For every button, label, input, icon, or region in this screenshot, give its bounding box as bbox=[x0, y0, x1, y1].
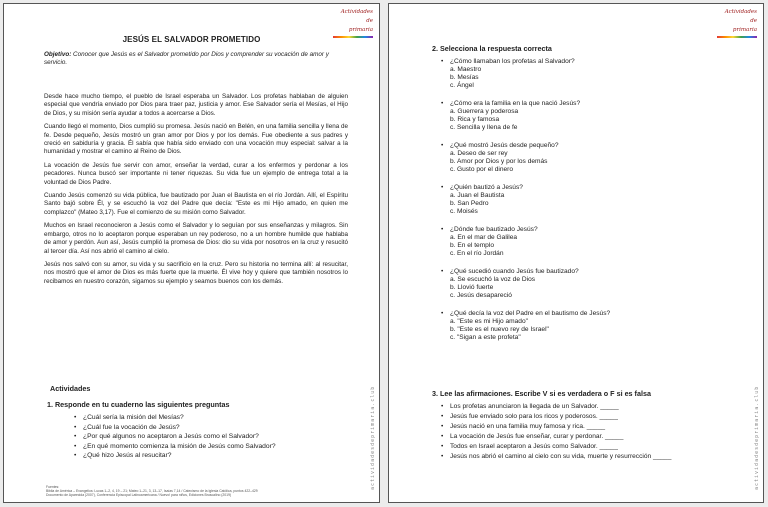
sources-line: Biblia de América – Evangelios: Lucas 1–2, 4, 19 – 21; Mateo 1–21, 3, 13–17, Isaías 7,14 / Catecismo de la Iglesia Católica, puntos 422–429 bbox=[46, 489, 258, 494]
true-false-statement: • Jesús nació en una familia muy famosa y rica. _____ bbox=[441, 422, 741, 432]
section-1-heading: 1. Responde en tu cuaderno las siguientes preguntas bbox=[47, 400, 230, 409]
section-3-heading: 3. Lee las afirmaciones. Escribe V si es verdadera o F si es falsa bbox=[432, 389, 651, 398]
answer-option: c. "Sigan a este profeta" bbox=[450, 333, 521, 341]
brand-line-1: Actividades de bbox=[340, 9, 373, 24]
multiple-choice-item bbox=[441, 184, 731, 216]
answer-option: b. San Pedro bbox=[450, 199, 489, 207]
question-text: • ¿Dónde fue bautizado Jesús? bbox=[441, 226, 731, 234]
answer-option: c. Ángel bbox=[450, 81, 474, 89]
question-item: • ¿Cuál fue la vocación de Jesús? bbox=[74, 423, 354, 433]
multiple-choice-item bbox=[441, 142, 731, 174]
answer-option: a. Deseo de ser rey bbox=[450, 149, 508, 157]
objective-label: Objetivo: bbox=[44, 51, 72, 58]
answer-option: b. En el templo bbox=[450, 241, 494, 249]
answer-option: b. "Este es el nuevo rey de Israel" bbox=[450, 325, 549, 333]
worksheet-page-1 bbox=[3, 3, 380, 503]
answer-option: a. En el mar de Galilea bbox=[450, 233, 518, 241]
multiple-choice-item bbox=[441, 268, 731, 300]
answer-option: c. En el río Jordán bbox=[450, 249, 504, 257]
multiple-choice-item bbox=[441, 58, 731, 90]
true-false-list bbox=[441, 402, 741, 462]
answer-option: a. Juan el Bautista bbox=[450, 191, 505, 199]
multiple-choice-item bbox=[441, 100, 731, 132]
question-text: • ¿Qué mostró Jesús desde pequeño? bbox=[441, 142, 731, 150]
story-text bbox=[44, 93, 348, 291]
true-false-statement: • Los profetas anunciaron la llegada de un Salvador. _____ bbox=[441, 402, 741, 412]
true-false-statement: • Todos en Israel aceptaron a Jesús como Salvador. _____ bbox=[441, 442, 741, 452]
section-1-questions bbox=[74, 413, 354, 461]
question-text: • ¿Qué sucedió cuando Jesús fue bautizado? bbox=[441, 268, 731, 276]
question-text: • ¿Cómo llamaban los profetas al Salvador? bbox=[441, 58, 731, 66]
true-false-statement: • Jesús nos abrió el camino al cielo con su vida, muerte y resurrección _____ bbox=[441, 452, 741, 462]
brand-logo bbox=[717, 8, 757, 38]
answer-option: c. Gusto por el dinero bbox=[450, 165, 514, 173]
objective-text: Conocer que Jesús es el Salvador prometido por Dios y comprender su vocación de amor y servicio. bbox=[44, 51, 329, 67]
sources-footnote bbox=[46, 485, 336, 498]
story-paragraph: Cuando llegó el momento, Dios cumplió su promesa. Jesús nació en Belén, en una familia sencilla y llena de fe. Desde pequeño, Jesús mostró un gran amor por Dios y por los demás. Fue obediente a sus padres y creció en sabiduría y gracia. Él sabía que había sido enviado con una vocación muy especial: salvar a la humanidad y mostrar el camino al Reino de Dios. bbox=[44, 123, 348, 156]
question-item: • ¿En qué momento comienza la misión de Jesús como Salvador? bbox=[74, 442, 354, 452]
answer-option: a. Maestro bbox=[450, 65, 482, 73]
question-item: • ¿Qué hizo Jesús al resucitar? bbox=[74, 451, 354, 461]
answer-option: c. Moisés bbox=[450, 207, 478, 215]
activities-heading: Actividades bbox=[50, 384, 91, 393]
answer-option: b. Llovió fuerte bbox=[450, 283, 494, 291]
story-paragraph: Cuando Jesús comenzó su vida pública, fue bautizado por Juan el Bautista en el río Jordán. Allí, el Espíritu Santo bajó sobre Él, y se escuchó la voz del Padre que decía: "Este es mi Hijo amado, en quien me complazco" (Mateo 3,17). Fue el comienzo de su misión como Salvador. bbox=[44, 192, 348, 216]
answer-option: b. Mesías bbox=[450, 73, 479, 81]
question-item: • ¿Cuál sería la misión del Mesías? bbox=[74, 413, 354, 423]
page-title: JESÚS EL SALVADOR PROMETIDO bbox=[122, 35, 261, 44]
question-text: • ¿Cómo era la familia en la que nació Jesús? bbox=[441, 100, 731, 108]
worksheet-page-2 bbox=[388, 3, 764, 503]
brand-color-swoosh bbox=[717, 36, 757, 38]
answer-option: c. Sencilla y llena de fe bbox=[450, 123, 518, 131]
objective bbox=[44, 51, 346, 68]
section-2-heading: 2. Selecciona la respuesta correcta bbox=[432, 44, 552, 53]
answer-option: a. "Este es mi Hijo amado" bbox=[450, 318, 528, 325]
multiple-choice-item bbox=[441, 310, 731, 342]
story-paragraph: Jesús nos salvó con su amor, su vida y su sacrificio en la cruz. Pero su historia no termina allí: al resucitar, nos mostró que el amor de Dios es más fuerte que la muerte. Él vive hoy y quiere que también nosotros lo recibamos en nuestro corazón, sigamos su ejemplo y seamos buenos con los demás. bbox=[44, 260, 348, 285]
answer-option: a. Guerrera y poderosa bbox=[450, 107, 519, 115]
question-text: • ¿Qué decía la voz del Padre en el bautismo de Jesús? bbox=[441, 310, 731, 318]
site-watermark: actividadesdeprimaria.club bbox=[370, 385, 376, 490]
question-text: • ¿Quién bautizó a Jesús? bbox=[441, 184, 731, 192]
brand-line-1: Actividades de bbox=[724, 9, 757, 24]
brand-logo bbox=[333, 8, 373, 38]
sources-label: Fuentes: bbox=[46, 485, 60, 489]
brand-line-2: primaria bbox=[732, 27, 757, 33]
story-paragraph: La vocación de Jesús fue servir con amor, enseñar la verdad, curar a los enfermos y perdonar a los pecadores. Nunca buscó ser importante ni tener riquezas. Su vida fue un ejemplo de entrega total a la voluntad de Dios Padre. bbox=[44, 161, 348, 186]
answer-option: b. Rica y famosa bbox=[450, 115, 500, 123]
answer-option: b. Amor por Dios y por los demás bbox=[450, 157, 548, 165]
question-item: • ¿Por qué algunos no aceptaron a Jesús como el Salvador? bbox=[74, 432, 354, 442]
site-watermark: actividadesdeprimaria.club bbox=[754, 385, 760, 490]
brand-line-2: primaria bbox=[348, 27, 373, 33]
multiple-choice-list bbox=[441, 58, 731, 352]
true-false-statement: • Jesús fue enviado solo para los ricos y poderosos. _____ bbox=[441, 412, 741, 422]
story-paragraph: Desde hace mucho tiempo, el pueblo de Israel esperaba un Salvador. Los profetas hablaban de alguien especial que vendría enviado por Dios para traer paz, justicia y amor. Ese Salvador sería el Mesías, el Hijo de Dios, y su misión sería ayudar a todos a acercarse a Dios. bbox=[44, 93, 348, 117]
story-paragraph: Muchos en Israel reconocieron a Jesús como el Salvador y lo seguían por sus enseñanzas y milagros. Sin embargo, otros no lo aceptaron porque esperaban un rey poderoso, no a un hombre humilde que hablaba de amor y perdón. Aun así, Jesús cumplió la promesa de Dios: dio su vida por nosotros en la cruz y resucitó al tercer día. Así nos abrió el camino al cielo. bbox=[44, 222, 348, 255]
sources-line: Documento de Aparecida (2007), Conferencia Episcopal Latinoamericana / Nuevo! para niños, Ediciones Bruscalino (2019) bbox=[46, 493, 232, 498]
true-false-statement: • La vocación de Jesús fue enseñar, curar y perdonar. _____ bbox=[441, 432, 741, 442]
answer-option: c. Jesús desapareció bbox=[450, 291, 512, 299]
answer-option: a. Se escuchó la voz de Dios bbox=[450, 275, 536, 283]
multiple-choice-item bbox=[441, 226, 731, 258]
